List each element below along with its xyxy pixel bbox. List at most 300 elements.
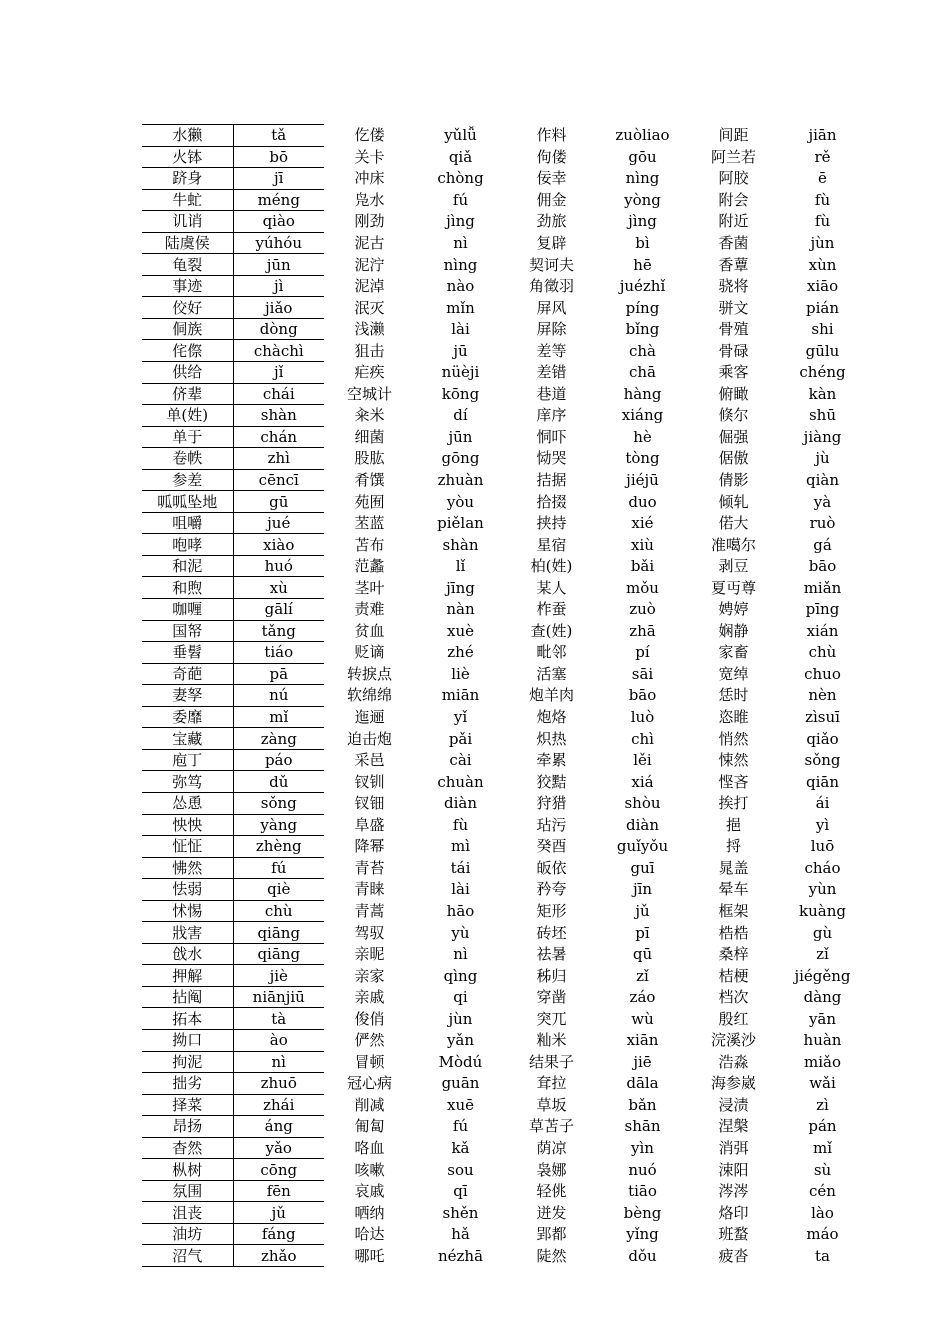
pinyin-cell: kǎ xyxy=(451,1138,470,1157)
word-cell: 劲旅 xyxy=(536,212,567,231)
word-cell: 骨殖 xyxy=(718,320,749,339)
table-row xyxy=(142,146,866,168)
pinyin-cell: yù xyxy=(451,923,470,942)
pinyin-cell: guī xyxy=(630,858,655,877)
pinyin-cell: xùn xyxy=(808,255,837,274)
pinyin-cell: mǐ xyxy=(233,706,324,728)
word-cell: 浩淼 xyxy=(718,1052,749,1071)
word-cell: 查(姓) xyxy=(530,621,573,640)
pinyin-cell: hàng xyxy=(623,384,662,403)
pinyin-cell: xiān xyxy=(626,1031,659,1050)
pinyin-cell: qiǎ xyxy=(448,147,473,166)
word-cell: 奇葩 xyxy=(142,663,233,685)
pinyin-cell: duo xyxy=(628,492,657,511)
word-cell: 偌大 xyxy=(718,514,749,533)
pinyin-cell: jūn xyxy=(448,427,473,446)
pinyin-cell: kōng xyxy=(441,384,480,403)
table-row xyxy=(142,728,866,750)
word-cell: 怵惕 xyxy=(142,900,233,922)
pinyin-cell: yǔlǚ xyxy=(444,126,477,145)
word-cell: 咖喱 xyxy=(142,599,233,621)
table-row xyxy=(142,125,866,147)
word-cell: 倩影 xyxy=(718,471,749,490)
pinyin-cell: zhái xyxy=(233,1094,324,1116)
pinyin-cell: mì xyxy=(450,837,471,856)
word-cell: 玷污 xyxy=(536,815,567,834)
pinyin-cell: píng xyxy=(625,298,660,317)
table-row xyxy=(142,663,866,685)
pinyin-cell: jùn xyxy=(448,1009,473,1028)
pinyin-cell: záo xyxy=(629,988,656,1007)
word-cell: 迤逦 xyxy=(354,708,385,727)
pinyin-cell: sǒng xyxy=(804,751,841,770)
table-row xyxy=(142,254,866,276)
pinyin-cell: lài xyxy=(451,880,470,899)
word-cell: 剥豆 xyxy=(718,557,749,576)
word-cell: 狩猎 xyxy=(536,794,567,813)
word-cell: 匍匐 xyxy=(354,1117,385,1136)
word-cell: 草苫子 xyxy=(528,1117,574,1136)
word-cell: 和泥 xyxy=(142,555,233,577)
pinyin-cell: tiáo xyxy=(233,642,324,664)
word-cell: 籼米 xyxy=(536,1031,567,1050)
pinyin-cell: jǔ xyxy=(233,1202,324,1224)
pinyin-cell: bǎi xyxy=(630,557,655,576)
word-cell: 倾轧 xyxy=(718,492,749,511)
pinyin-cell: hē xyxy=(633,255,652,274)
table-row xyxy=(142,1116,866,1138)
word-cell: 油坊 xyxy=(142,1223,233,1245)
table-row xyxy=(142,1137,866,1159)
pinyin-cell: chì xyxy=(631,729,654,748)
word-cell: 昂扬 xyxy=(142,1116,233,1138)
pinyin-cell: dí xyxy=(453,406,468,425)
word-cell: 间距 xyxy=(718,126,749,145)
pinyin-cell: diàn xyxy=(625,815,659,834)
pinyin-cell: dǔ xyxy=(233,771,324,793)
pinyin-cell: nézhā xyxy=(437,1246,484,1265)
pinyin-cell: tòng xyxy=(625,449,660,468)
pinyin-cell: huàn xyxy=(803,1031,842,1050)
pinyin-cell: gōu xyxy=(628,147,657,166)
word-cell: 空城计 xyxy=(346,384,392,403)
word-cell: 茎叶 xyxy=(354,578,385,597)
word-cell: 附会 xyxy=(718,190,749,209)
table-row xyxy=(142,340,866,362)
word-cell: 咀嚼 xyxy=(142,512,233,534)
table-row xyxy=(142,491,866,513)
word-cell: 青睐 xyxy=(354,880,385,899)
word-cell: 怫然 xyxy=(142,857,233,879)
word-cell: 屏除 xyxy=(536,320,567,339)
pinyin-cell: qi xyxy=(453,988,468,1007)
pinyin-cell: miān xyxy=(441,686,480,705)
pinyin-cell: hǎ xyxy=(451,1225,470,1244)
word-cell: 香菌 xyxy=(718,234,749,252)
word-cell: 责难 xyxy=(354,600,385,619)
pinyin-cell: zhèng xyxy=(233,836,324,858)
word-cell: 皈依 xyxy=(536,858,567,877)
pinyin-cell: dāla xyxy=(626,1074,659,1093)
pinyin-cell: jiéjū xyxy=(626,471,659,490)
pinyin-cell: chà xyxy=(628,341,656,360)
pinyin-cell: fáng xyxy=(233,1223,324,1245)
pinyin-cell: gá xyxy=(813,535,832,554)
pinyin-cell: chù xyxy=(808,643,837,662)
word-cell: 细菌 xyxy=(354,427,385,446)
pinyin-cell: xù xyxy=(233,577,324,599)
word-cell: 亲昵 xyxy=(354,945,385,964)
pinyin-cell: máo xyxy=(806,1225,839,1244)
pinyin-cell: jiégěng xyxy=(794,966,851,985)
word-cell: 柏(姓) xyxy=(530,557,573,576)
table-row xyxy=(142,1051,866,1073)
word-cell: 俊俏 xyxy=(354,1009,385,1028)
table-row xyxy=(142,362,866,384)
table-row xyxy=(142,620,866,642)
word-cell: 和煦 xyxy=(142,577,233,599)
pronunciation-table xyxy=(142,124,866,1267)
word-cell: 关卡 xyxy=(354,147,385,166)
pinyin-cell: lào xyxy=(811,1203,834,1222)
pinyin-cell: ào xyxy=(233,1029,324,1051)
pinyin-cell: qiào xyxy=(233,211,324,233)
word-cell: 涑阳 xyxy=(718,1160,749,1179)
pinyin-cell: sǒng xyxy=(233,792,324,814)
word-cell: 青苔 xyxy=(354,858,385,877)
word-cell: 供给 xyxy=(142,362,233,384)
word-cell: 择菜 xyxy=(142,1094,233,1116)
pinyin-cell: gūlu xyxy=(805,341,840,360)
word-cell: 挹 xyxy=(725,815,741,834)
word-cell: 钗钿 xyxy=(354,794,385,813)
pinyin-cell: sou xyxy=(447,1160,474,1179)
pinyin-cell: yòng xyxy=(624,190,661,209)
pinyin-cell: jùn xyxy=(810,234,835,252)
word-cell: 采邑 xyxy=(354,751,385,770)
word-cell: 股肱 xyxy=(354,449,385,468)
pinyin-cell: áng xyxy=(233,1116,324,1138)
pinyin-cell: diàn xyxy=(443,794,477,813)
word-cell: 刚劲 xyxy=(354,212,385,231)
word-cell: 涅槃 xyxy=(718,1117,749,1136)
pinyin-cell: dòng xyxy=(233,318,324,340)
pinyin-cell: yàng xyxy=(233,814,324,836)
word-cell: 牵累 xyxy=(536,751,567,770)
word-cell: 水獭 xyxy=(142,125,233,147)
pinyin-cell: chuàn xyxy=(437,772,484,791)
pinyin-cell: mǐn xyxy=(446,298,475,317)
word-cell: 泯灭 xyxy=(354,298,385,317)
word-cell: 穿凿 xyxy=(536,988,567,1007)
word-cell: 庠序 xyxy=(536,406,567,425)
word-cell: 佞幸 xyxy=(536,169,567,188)
word-cell: 讥诮 xyxy=(142,211,233,233)
pinyin-cell: xiá xyxy=(631,772,654,791)
word-cell: 复辟 xyxy=(536,234,567,252)
pinyin-cell: tǎ xyxy=(233,125,324,147)
pinyin-cell: guān xyxy=(441,1074,480,1093)
pinyin-cell: rě xyxy=(814,147,831,166)
word-cell: 梏梏 xyxy=(718,923,749,942)
pinyin-cell: tiāo xyxy=(628,1182,657,1201)
word-cell: 骈文 xyxy=(718,298,749,317)
table-row xyxy=(142,857,866,879)
word-cell: 贬谪 xyxy=(354,643,385,662)
word-cell: 卷帙 xyxy=(142,448,233,470)
pinyin-cell: piělan xyxy=(437,514,484,533)
pinyin-cell: jìng xyxy=(628,212,657,231)
pinyin-cell: shòu xyxy=(624,794,661,813)
pinyin-cell: pán xyxy=(808,1117,837,1136)
word-cell: 涔涔 xyxy=(718,1182,749,1201)
pinyin-cell: zǐ xyxy=(636,966,649,985)
word-cell: 某人 xyxy=(536,578,567,597)
pinyin-cell: gālí xyxy=(233,599,324,621)
pinyin-cell: qiāng xyxy=(233,922,324,944)
word-cell: 角徵羽 xyxy=(528,277,574,296)
word-cell: 佣金 xyxy=(536,190,567,209)
pinyin-cell: jiǎo xyxy=(233,297,324,319)
pinyin-cell: jū xyxy=(453,341,468,360)
table-row xyxy=(142,900,866,922)
table-row xyxy=(142,297,866,319)
pinyin-cell: qiān xyxy=(805,772,839,791)
word-cell: 挟持 xyxy=(536,514,567,533)
pinyin-cell: nìng xyxy=(625,169,660,188)
word-cell: 阿兰若 xyxy=(710,147,756,166)
word-cell: 框架 xyxy=(718,901,749,920)
word-cell: 咳嗽 xyxy=(354,1160,385,1179)
pinyin-cell: fēn xyxy=(233,1180,324,1202)
pinyin-cell: zìsuī xyxy=(805,708,840,727)
pinyin-cell: cài xyxy=(449,751,472,770)
pinyin-cell: fú xyxy=(233,857,324,879)
word-cell: 哂纳 xyxy=(354,1203,385,1222)
word-cell: 怯弱 xyxy=(142,879,233,901)
pinyin-cell: pā xyxy=(233,663,324,685)
pinyin-cell: fú xyxy=(452,1117,469,1136)
pinyin-cell: mǒu xyxy=(626,578,659,597)
word-cell: 倏尔 xyxy=(718,406,749,425)
pinyin-cell: shū xyxy=(808,406,837,425)
pinyin-cell: yòu xyxy=(446,492,475,511)
pinyin-cell: fù xyxy=(814,190,831,209)
word-cell: 矩形 xyxy=(536,901,567,920)
word-cell: 侪辈 xyxy=(142,383,233,405)
pinyin-cell: lǐ xyxy=(455,557,466,576)
pinyin-cell: nàn xyxy=(446,600,475,619)
pinyin-cell: guǐyǒu xyxy=(616,837,669,856)
word-cell: 结果子 xyxy=(528,1052,574,1071)
pinyin-cell: niānjiū xyxy=(233,986,324,1008)
word-cell: 火钵 xyxy=(142,146,233,168)
pinyin-cell: luō xyxy=(810,837,835,856)
table-row xyxy=(142,189,866,211)
pinyin-cell: lěi xyxy=(633,751,652,770)
table-row xyxy=(142,792,866,814)
pinyin-cell: juézhǐ xyxy=(619,277,666,296)
pinyin-cell: ta xyxy=(815,1246,830,1265)
word-cell: 炮烙 xyxy=(536,708,567,727)
word-cell: 差等 xyxy=(536,341,567,360)
word-cell: 青蒿 xyxy=(354,901,385,920)
word-cell: 冲床 xyxy=(354,169,385,188)
word-cell: 拗口 xyxy=(142,1029,233,1051)
word-cell: 苤蓝 xyxy=(354,514,385,533)
pinyin-cell: pǎi xyxy=(448,729,473,748)
word-cell: 炮羊肉 xyxy=(528,686,574,705)
pinyin-cell: zuò xyxy=(629,600,656,619)
word-cell: 星宿 xyxy=(536,535,567,554)
word-cell: 陆虞侯 xyxy=(142,232,233,254)
word-cell: 宽绰 xyxy=(718,664,749,683)
word-cell: 癸酉 xyxy=(536,837,567,856)
word-cell: 矜夸 xyxy=(536,880,567,899)
word-cell: 怂恿 xyxy=(142,792,233,814)
pinyin-cell: chái xyxy=(233,383,324,405)
word-cell: 桑梓 xyxy=(718,945,749,964)
pinyin-cell: zhā xyxy=(629,621,656,640)
word-cell: 恸哭 xyxy=(536,449,567,468)
word-cell: 轻佻 xyxy=(536,1182,567,1201)
pinyin-cell: xuē xyxy=(447,1095,474,1114)
table-row xyxy=(142,318,866,340)
pinyin-cell: sāi xyxy=(631,664,654,683)
word-cell: 单于 xyxy=(142,426,233,448)
word-cell: 事迹 xyxy=(142,275,233,297)
pinyin-cell: xiāo xyxy=(806,277,839,296)
pinyin-cell: bǎn xyxy=(628,1095,657,1114)
pinyin-cell: bǐng xyxy=(625,320,660,339)
pinyin-cell: xiào xyxy=(233,534,324,556)
table-row xyxy=(142,1094,866,1116)
pinyin-cell: jìng xyxy=(446,212,475,231)
pinyin-cell: yùn xyxy=(808,880,837,899)
word-cell: 海参崴 xyxy=(710,1074,756,1093)
word-cell: 炽热 xyxy=(536,729,567,748)
word-cell: 怏怏 xyxy=(142,814,233,836)
word-cell: 陡然 xyxy=(536,1246,567,1265)
word-cell: 悚然 xyxy=(718,751,749,770)
word-cell: 侘傺 xyxy=(142,340,233,362)
pinyin-cell: chéng xyxy=(799,363,846,382)
pinyin-cell: shi xyxy=(811,320,834,339)
pinyin-cell: nú xyxy=(233,685,324,707)
word-cell: 疟疾 xyxy=(354,363,385,382)
word-cell: 差错 xyxy=(536,363,567,382)
pinyin-cell: chā xyxy=(628,363,656,382)
table-row xyxy=(142,943,866,965)
word-cell: 咯血 xyxy=(354,1138,385,1157)
table-row xyxy=(142,469,866,491)
table-row xyxy=(142,1073,866,1095)
word-cell: 俯瞰 xyxy=(718,384,749,403)
word-cell: 浅濑 xyxy=(354,320,385,339)
word-cell: 泥泞 xyxy=(354,255,385,274)
word-cell: 狙击 xyxy=(354,341,385,360)
pinyin-cell: nì xyxy=(233,1051,324,1073)
word-cell: 烙印 xyxy=(718,1203,749,1222)
pinyin-cell: bì xyxy=(635,234,650,252)
pinyin-cell: gū xyxy=(233,491,324,513)
pinyin-cell: jué xyxy=(233,512,324,534)
pinyin-cell: shěn xyxy=(442,1203,479,1222)
table-row xyxy=(142,1202,866,1224)
pinyin-cell: mǐ xyxy=(812,1138,833,1157)
pinyin-cell: ē xyxy=(818,169,827,188)
word-cell: 参差 xyxy=(142,469,233,491)
word-cell: 恫吓 xyxy=(536,427,567,446)
word-cell: 夏丏尊 xyxy=(710,578,756,597)
word-cell: 阜盛 xyxy=(354,815,385,834)
pinyin-cell: cēncī xyxy=(233,469,324,491)
pinyin-cell: xuè xyxy=(447,621,474,640)
word-cell: 泥古 xyxy=(354,234,385,252)
table-row xyxy=(142,211,866,233)
word-cell: 骁将 xyxy=(718,277,749,296)
word-cell: 作料 xyxy=(536,126,567,145)
word-cell: 籴米 xyxy=(354,406,385,425)
word-cell: 浸渍 xyxy=(718,1095,749,1114)
pinyin-cell: qī xyxy=(453,1182,468,1201)
word-cell: 拓本 xyxy=(142,1008,233,1030)
pinyin-cell: pí xyxy=(635,643,650,662)
word-cell: 凫水 xyxy=(354,190,385,209)
pinyin-cell: sù xyxy=(813,1160,832,1179)
word-cell: 耷拉 xyxy=(536,1074,567,1093)
pinyin-cell: wǎi xyxy=(809,1074,836,1093)
word-cell: 倨傲 xyxy=(718,449,749,468)
table-row xyxy=(142,512,866,534)
word-cell: 国帑 xyxy=(142,620,233,642)
pinyin-cell: ái xyxy=(815,794,830,813)
word-cell: 骨碌 xyxy=(718,341,749,360)
word-cell: 降幂 xyxy=(354,837,385,856)
pinyin-cell: dǒu xyxy=(628,1246,657,1265)
table-row xyxy=(142,1180,866,1202)
pinyin-cell: xiù xyxy=(631,535,654,554)
word-cell: 晕车 xyxy=(718,880,749,899)
word-cell: 押解 xyxy=(142,965,233,987)
pinyin-cell: zì xyxy=(816,1095,829,1114)
pinyin-cell: bèng xyxy=(623,1203,662,1222)
pinyin-cell: bāo xyxy=(808,557,837,576)
table-row xyxy=(142,965,866,987)
word-cell: 殷红 xyxy=(718,1009,749,1028)
pinyin-cell: Mòdú xyxy=(438,1052,483,1071)
table-row xyxy=(142,383,866,405)
pinyin-cell: tái xyxy=(450,858,471,877)
word-cell: 突兀 xyxy=(536,1009,567,1028)
word-cell: 亲家 xyxy=(354,966,385,985)
pinyin-cell: hāo xyxy=(446,901,475,920)
word-cell: 转捩点 xyxy=(346,664,392,683)
pinyin-cell: yǎn xyxy=(446,1031,475,1050)
word-cell: 悄然 xyxy=(718,729,749,748)
pinyin-cell: zhǎo xyxy=(233,1245,324,1267)
pinyin-cell: nuó xyxy=(628,1160,657,1179)
word-cell: 砖坯 xyxy=(536,923,567,942)
word-cell: 香蕈 xyxy=(718,255,749,274)
pinyin-cell: chán xyxy=(233,426,324,448)
word-cell: 草坂 xyxy=(536,1095,567,1114)
word-cell: 牛虻 xyxy=(142,189,233,211)
pinyin-cell: dàng xyxy=(803,988,842,1007)
pinyin-cell: cén xyxy=(809,1182,836,1201)
table-row xyxy=(142,879,866,901)
word-cell: 冠心病 xyxy=(346,1074,392,1093)
